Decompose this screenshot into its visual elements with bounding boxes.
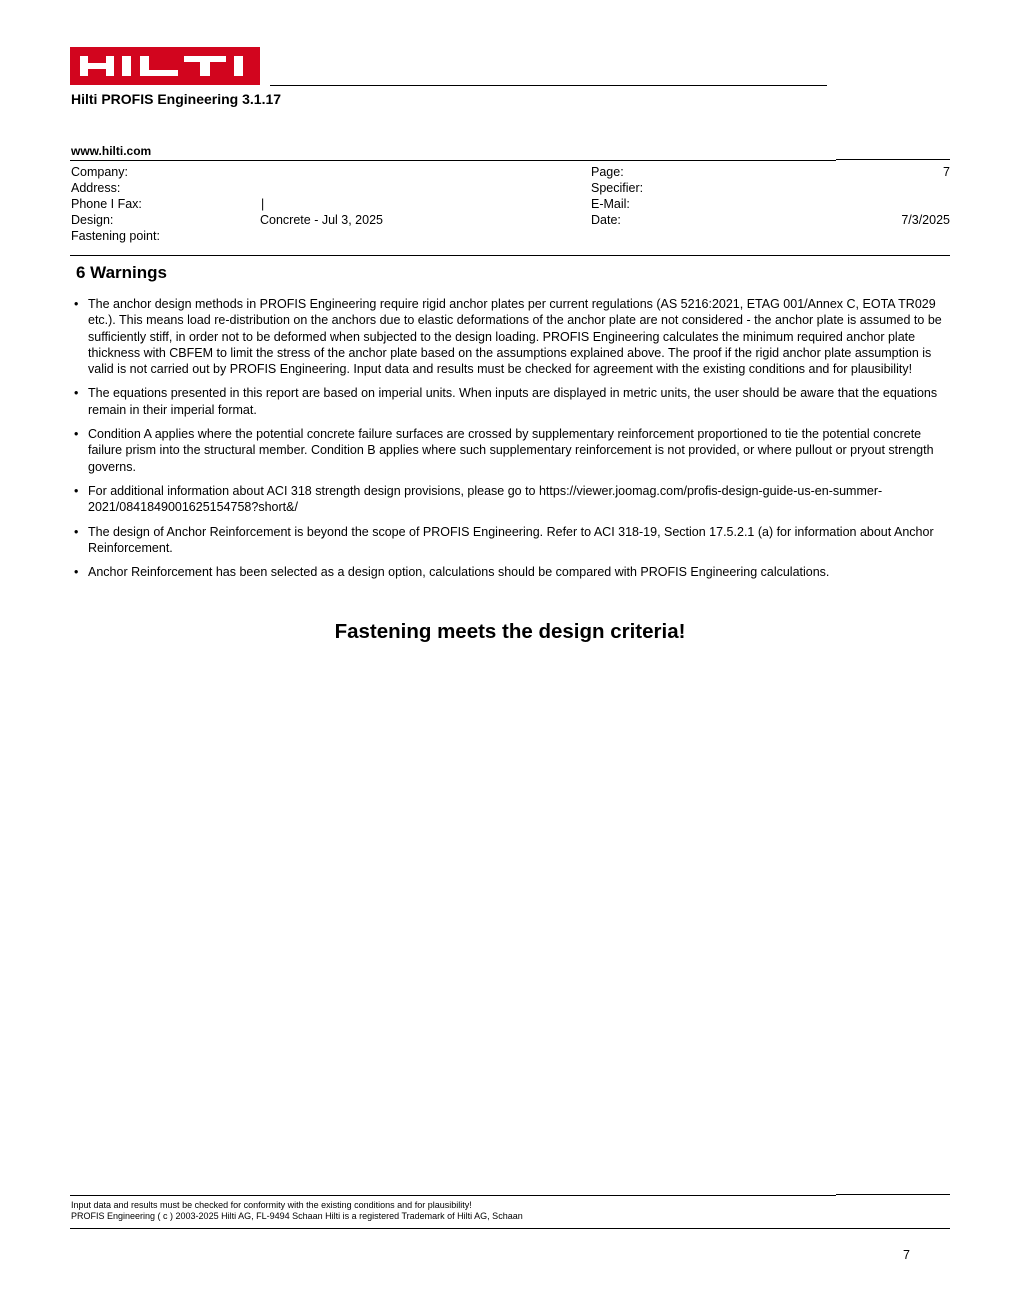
list-item	[70, 483, 950, 516]
bullet-icon: •	[74, 565, 79, 580]
warning-text: The design of Anchor Reinforcement is beyond the scope of PROFIS Engineering. Refer to ACI 318-19, Section 17.5.2.1 (a) for information about Anchor Reinforcement.	[88, 524, 934, 555]
design-label: Design:	[71, 213, 114, 227]
warning-text: The equations presented in this report are based on imperial units. When inputs are displayed in metric units, the user should be aware that the equations remain in their imperial format.	[88, 386, 938, 417]
specifier-label: Specifier:	[591, 181, 644, 195]
footer-divider-bottom	[70, 1228, 950, 1229]
warning-text: Anchor Reinforcement has been selected as a design option, calculations should be compared with PROFIS Engineering calculations.	[88, 565, 830, 580]
bullet-icon: •	[74, 427, 79, 442]
design-value: Concrete - Jul 3, 2025	[260, 213, 383, 227]
warning-text[interactable]: For additional information about ACI 318 strength design provisions, please go to https://viewer.joomag.com/profis-design-guide-us-en-summer-2021/0841849001625154758?short&/	[88, 483, 883, 515]
page-label: Page:	[591, 165, 624, 179]
page-value: 7	[943, 165, 950, 179]
address-label: Address:	[71, 181, 121, 195]
logo-rule	[270, 85, 827, 86]
list-item	[70, 524, 950, 557]
warnings-list	[70, 296, 950, 588]
header-divider-bottom	[70, 255, 836, 256]
bullet-icon: •	[74, 386, 79, 401]
header-divider-bottom-right	[836, 255, 950, 256]
website-link[interactable]: www.hilti.com	[71, 144, 152, 158]
list-item	[70, 564, 950, 580]
footer-disclaimer: Input data and results must be checked for conformity with the existing conditions and for plausibility!	[71, 1200, 472, 1210]
bullet-icon: •	[74, 483, 79, 498]
fastening-point-label: Fastening point:	[71, 229, 160, 243]
bullet-icon: •	[74, 524, 79, 539]
design-result: Fastening meets the design criteria!	[334, 620, 686, 643]
phone-fax-label: Phone I Fax:	[71, 197, 142, 211]
phone-fax-value: |	[261, 197, 265, 211]
bullet-icon: •	[74, 297, 79, 311]
section-title: 6 Warnings	[76, 263, 167, 282]
list-item	[70, 385, 950, 418]
warning-text: The anchor design methods in PROFIS Engineering require rigid anchor plates per current regulations (AS 5216:2021, ETAG 001/Annex C, EOTA TR029 etc.). This means load re-distribution on the anchors due to elastic deformations of the anchor plate are not considered - the anchor plate is assumed to be sufficiently stiff, in order not to be deformed when subjected to the design loading. PROFIS Engineering calculates the minimum required anchor plate thickness with CBFEM to limit the stress of the anchor plate based on the assumptions explained above. The proof if the rigid anchor plate assumption is valid is not carried out by PROFIS Engineering. Input data and results must be checked for agreement with the existing conditions and for plausibility!	[88, 297, 942, 377]
company-label: Company:	[71, 165, 128, 179]
date-label: Date:	[591, 213, 621, 227]
hilti-logo	[70, 47, 260, 85]
list-item	[70, 296, 950, 377]
header-divider-top	[70, 160, 836, 161]
email-label: E-Mail:	[591, 197, 630, 211]
list-item	[70, 426, 950, 475]
app-title: Hilti PROFIS Engineering 3.1.17	[71, 91, 282, 107]
footer-copyright: PROFIS Engineering ( c ) 2003-2025 Hilti AG, FL-9494 Schaan Hilti is a registered Trademark of Hilti AG, Schaan	[71, 1211, 523, 1221]
date-value: 7/3/2025	[901, 213, 950, 227]
page-number: 7	[903, 1248, 910, 1262]
warning-text: Condition A applies where the potential concrete failure surfaces are crossed by supplementary reinforcement proportioned to tie the potential concrete failure prism into the structural member. Condition B applies where such supplementary reinforcement is not provided, or where pullout or pryout strength governs.	[88, 427, 934, 474]
header-divider-top-right	[836, 159, 950, 160]
footer-divider-top-right	[836, 1194, 950, 1195]
footer-divider-top	[70, 1195, 836, 1196]
